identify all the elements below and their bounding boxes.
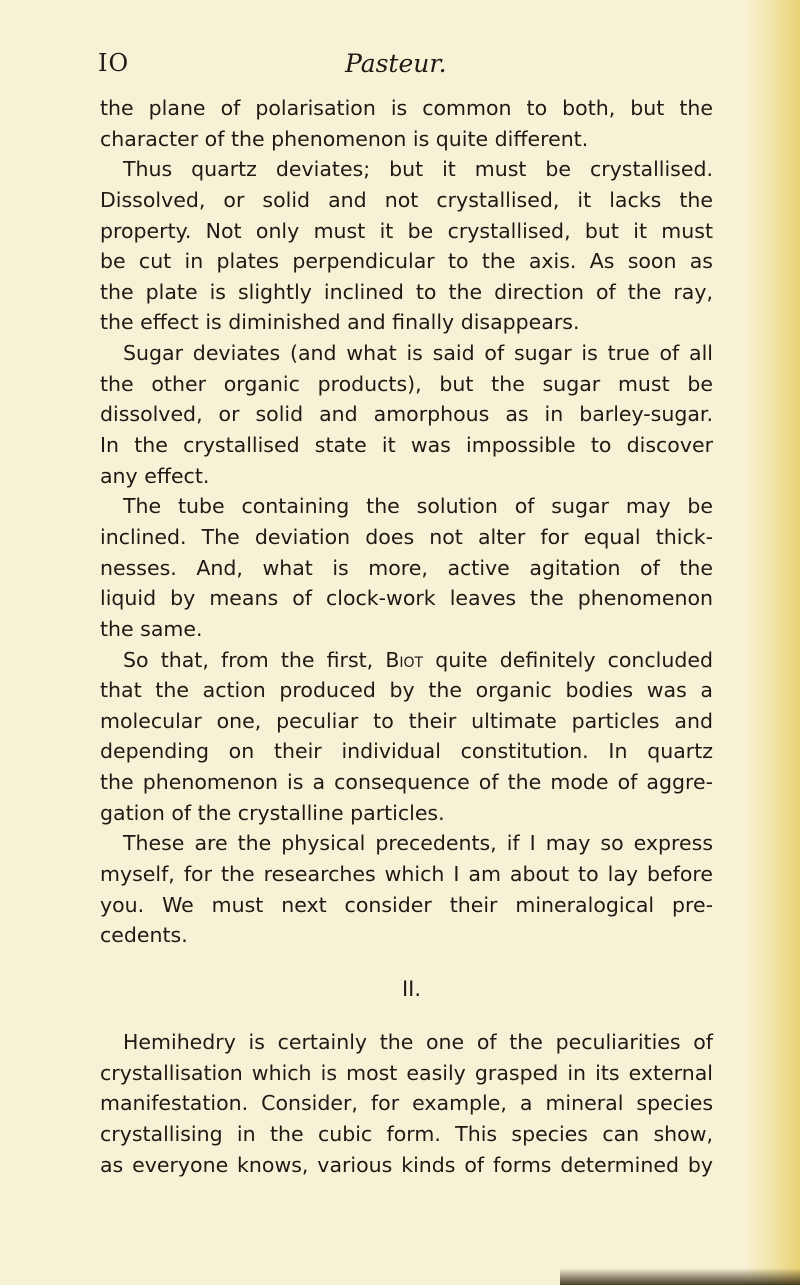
text-line: inclined. The deviation does not alter for equal thick- (100, 524, 713, 549)
text-line: Sugar deviates (and what is said of sugar is true of all (123, 341, 713, 366)
text-line: liquid by means of clock-work leaves the phenomenon (100, 586, 713, 611)
text-line: nesses. And, what is more, active agitation of the (100, 555, 713, 580)
text-line-biot: So that, from the first, Biot quite definitely concluded (123, 647, 713, 672)
body-text (100, 93, 713, 1180)
text-line: that the action produced by the organic bodies was a (100, 678, 713, 703)
page-header (0, 49, 800, 89)
text-line: The tube containing the solution of sugar may be (123, 494, 713, 519)
text-line: any effect. (100, 463, 210, 488)
text-line: you. We must next consider their mineralogical pre- (100, 892, 713, 917)
text-line: property. Not only must it be crystallised, but it must (100, 218, 713, 243)
section-heading: II. (401, 976, 422, 1001)
text-line: as everyone knows, various kinds of forms determined by (100, 1152, 713, 1177)
text-line: the phenomenon is a consequence of the mode of aggre- (100, 770, 713, 795)
text-block-polarisation (100, 93, 713, 645)
text-block-precedents (100, 675, 713, 951)
text-line: the effect is diminished and finally disappears. (100, 310, 580, 335)
text-block-hemihedry (100, 1027, 713, 1180)
text-line: gation of the crystalline particles. (100, 800, 445, 825)
running-title: Pasteur. (345, 49, 447, 78)
text-line: manifestation. Consider, for example, a mineral species (100, 1091, 713, 1116)
text-line: cedents. (100, 923, 188, 948)
text-line: the other organic products), but the sugar must be (100, 371, 713, 396)
text-line: Dissolved, or solid and not crystallised, it lacks the (100, 187, 713, 212)
text-line: These are the physical precedents, if I may so express (123, 831, 713, 856)
page-edge-shadow (560, 1268, 800, 1285)
text-line: depending on their individual constitution. In quartz (100, 739, 713, 764)
text-line: the plane of polarisation is common to both, but the (100, 96, 713, 120)
text-line: Hemihedry is certainly the one of the peculiarities of (123, 1029, 713, 1054)
text-line: myself, for the researches which I am about to lay before (100, 862, 713, 887)
text-line: In the crystallised state it was impossible to discover (100, 433, 713, 458)
text-line: be cut in plates perpendicular to the axis. As soon as (100, 249, 713, 274)
text-line: crystallising in the cubic form. This species can show, (100, 1121, 713, 1146)
text-line: molecular one, peculiar to their ultimate particles and (100, 708, 713, 733)
text-line: crystallisation which is most easily grasped in its external (100, 1060, 713, 1085)
text-line: the same. (100, 616, 203, 641)
text-line: Thus quartz deviates; but it must be crystallised. (123, 157, 713, 182)
name-biot: Biot (385, 647, 424, 672)
text-line: the plate is slightly inclined to the direction of the ray, (100, 279, 713, 304)
text-line: character of the phenomenon is quite different. (100, 126, 589, 151)
text-line: dissolved, or solid and amorphous as in barley-sugar. (100, 402, 713, 427)
page-number: IO (98, 49, 130, 77)
